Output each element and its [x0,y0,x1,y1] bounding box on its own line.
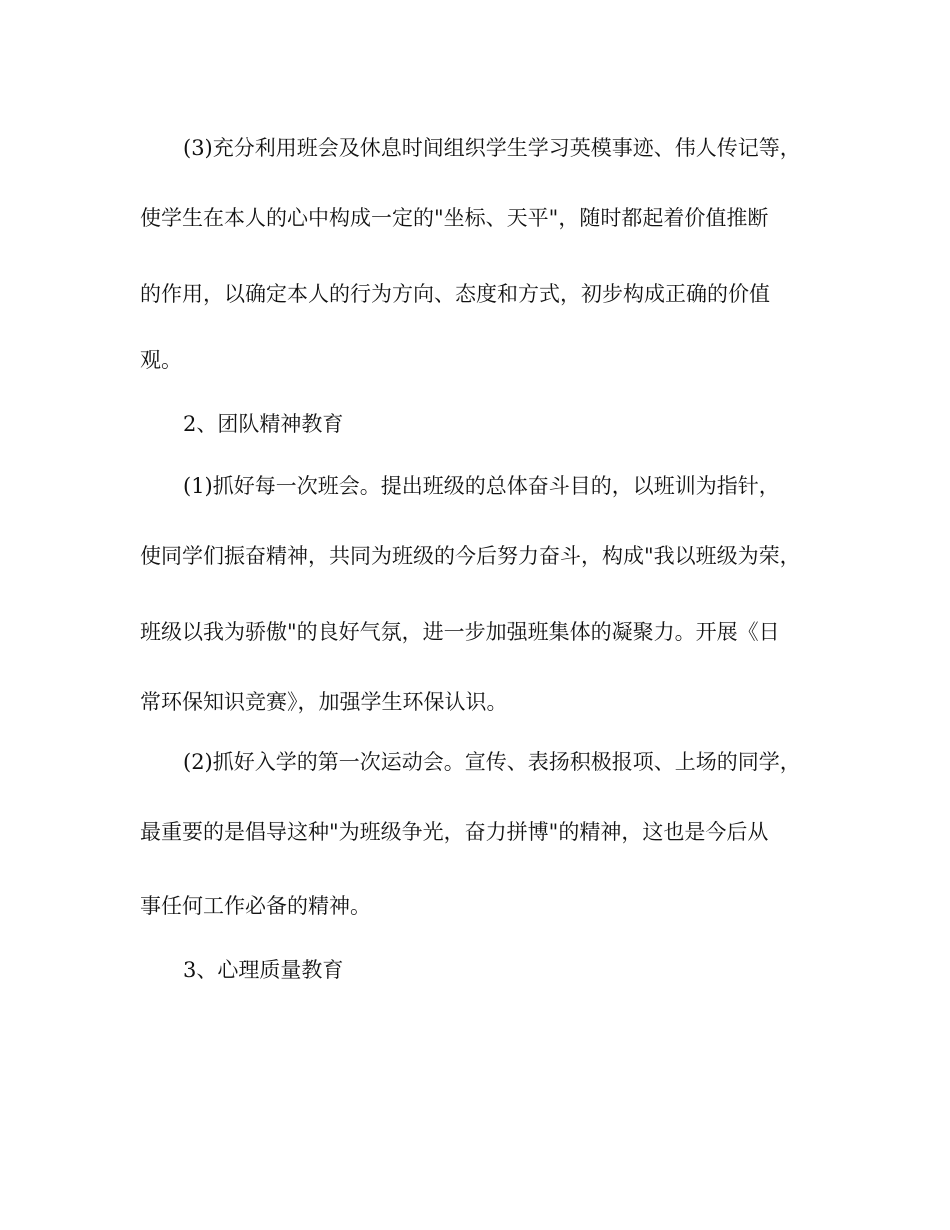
paragraph-line: (1)抓好每一次班会。提出班级的总体奋斗目的，以班训为指针， [183,474,780,498]
paragraph-line: 观。 [140,348,182,372]
section-heading: 2、团队精神教育 [183,412,344,436]
paragraph-line: (2)抓好入学的第一次运动会。宣传、表扬积极报项、上场的同学， [183,750,801,774]
paragraph-line: 最重要的是倡导这种"为班级争光，奋力拼博"的精神，这也是今后从 [140,820,769,844]
paragraph-line: 的作用，以确定本人的行为方向、态度和方式，初步构成正确的价值 [140,282,770,306]
paragraph-line: 使学生在本人的心中构成一定的"坐标、天平"，随时都起着价值推断 [140,206,769,230]
paragraph-line: 事任何工作必备的精神。 [140,894,371,918]
paragraph-line: 使同学们振奋精神，共同为班级的今后努力奋斗，构成"我以班级为荣， [140,544,801,568]
section-heading: 3、心理质量教育 [183,958,344,982]
paragraph-line: 常环保知识竞赛》，加强学生环保认识。 [140,690,508,714]
paragraph-line: 班级以我为骄傲"的良好气氛，进一步加强班集体的凝聚力。开展《日 [140,620,780,644]
paragraph-line: (3)充分利用班会及休息时间组织学生学习英模事迹、伟人传记等， [183,136,801,160]
